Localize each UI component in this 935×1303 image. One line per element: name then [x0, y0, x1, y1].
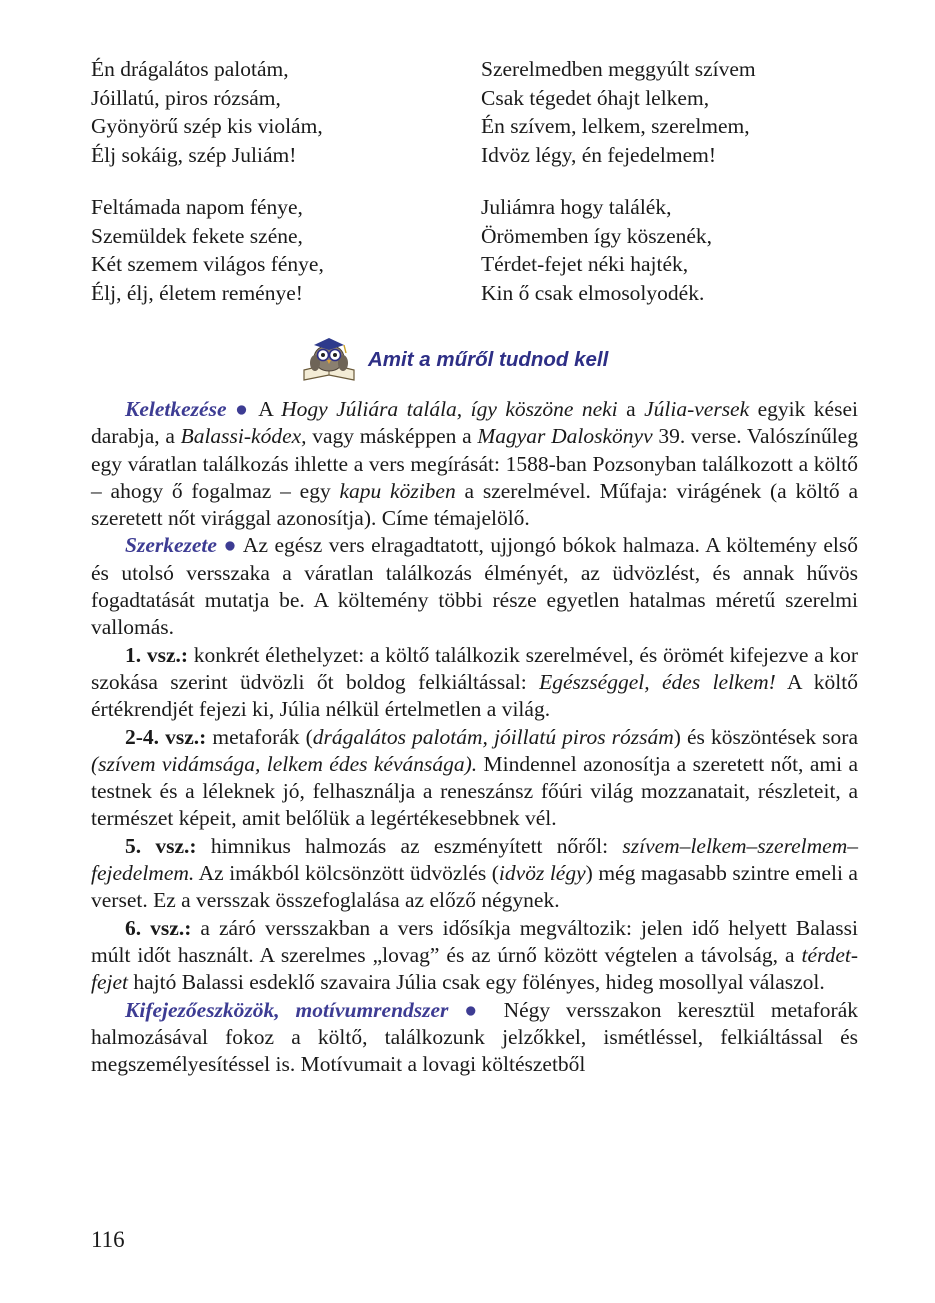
paragraph-vsz-1 [91, 642, 858, 724]
paragraph-vsz-2-4 [91, 724, 858, 833]
paragraph-label: Kifejezőeszközök, motívumrendszer [125, 997, 449, 1022]
italic-run: Magyar Daloskönyv [477, 424, 653, 449]
text-run: a záró versszakban a vers idősíkja megváltozik: jelen idő helyett Balassi múlt időt használt. A szerelmes „lovag” és az úrnő között végtelen a távolság, a [91, 915, 858, 967]
text-run: vagy másképpen a [306, 424, 478, 449]
paragraph-label: 2-4. vsz.: [125, 724, 207, 749]
bullet-icon: ● [226, 397, 252, 421]
paragraph-label: 5. vsz.: [125, 833, 197, 858]
poem-stanza-3 [481, 55, 756, 170]
text-run: A költő értékrendjét fejezi ki, Júlia nélkül értelmetlen a világ. [91, 669, 858, 722]
italic-run: térdet-fejet [91, 942, 858, 995]
section-title: Amit a műről tudnod kell [368, 348, 609, 371]
poem-line: Térdet-fejet néki hajték, [481, 252, 689, 277]
poem-line: Élj, élj, életem reménye! [91, 281, 303, 306]
paragraph-keletkezese [91, 396, 858, 532]
poem-stanza-4 [481, 193, 712, 308]
poem-line: Én szívem, lelkem, szerelmem, [481, 114, 750, 139]
text-run: metaforák ( [206, 724, 313, 749]
text-run: Négy versszakon keresztül metaforák halmozásával fokoz a költő, találkozunk jelzőkkel, ismétléssel, felkiáltással és megszemélyesítéssel is. Motívumait a lovagi költészetből [91, 997, 858, 1077]
poem-line: Élj sokáig, szép Juliám! [91, 143, 297, 168]
paragraph-label: 6. vsz.: [125, 915, 192, 940]
italic-run: Balassi-kódex, [180, 424, 307, 449]
paragraph-szerkezete [91, 532, 858, 641]
italic-run: kapu köziben [339, 478, 456, 503]
poem-line: Szerelmedben meggyúlt szívem [481, 57, 756, 81]
text-run: Az egész vers elragadtatott, ujjongó bókok halmaza. A költemény első és utolsó versszaka a váratlan találkozás élményét, az üdvözlést, és annak hűvös fogadtatását mutatja be. A költemény többi része egyetlen hatalmas méretű szerelmi vallomás. [91, 533, 858, 640]
text-run: 39. verse. Valószínűleg egy váratlan találkozás ihlette a vers megírását: 1588-ban Pozsonyban találkozott a költő – ahogy ő fogalmaz – egy [91, 424, 858, 503]
poem-line: Én drágalátos palotám, [91, 57, 289, 81]
italic-run: Hogy Júliára talála, így köszöne neki [281, 397, 618, 421]
text-run: ) és köszöntések sora [673, 724, 858, 749]
poem-line: Kin ő csak elmosolyodék. [481, 281, 705, 306]
paragraph-label: Szerkezete [125, 533, 217, 558]
italic-run: Júlia-versek [644, 397, 750, 421]
bullet-icon: ● [448, 997, 488, 1022]
italic-run: Egészséggel, édes lelkem! [539, 669, 776, 694]
body-text [91, 396, 858, 1078]
poem-stanza-1 [91, 55, 323, 170]
poem-line: Juliámra hogy találék, [481, 195, 672, 219]
paragraph-label: Keletkezése [125, 397, 227, 421]
poem-line: Csak tégedet óhajt lelkem, [481, 85, 710, 110]
text-run: a [617, 397, 645, 421]
poem-line: Szemüldek fekete széne, [91, 223, 303, 248]
page-number: 116 [91, 1227, 125, 1252]
text-run: konkrét élethelyzet: a költő találkozik szerelmével, és örömét kifejezve a kor szokása szerint üdvözli őt boldog felkiáltással: [91, 642, 859, 694]
italic-run: szívem–lelkem–szerelmem–fejedelmem. [91, 833, 859, 886]
text-run: Mindennel azonosítja a szeretett nőt, ami a testnek és a léleknek jó, felhasználja a reneszánsz főúri világ mozzanatait, részleteit, a természet képeit, amit belőlük a legértékesebbnek vél. [91, 751, 858, 831]
text-run: A [251, 397, 282, 421]
text-run: a szerelmével. Műfaja: virágének (a költő a szeretett nőt virággal azonosítja). Címe témajelölő. [91, 478, 859, 531]
bullet-icon: ● [216, 533, 238, 558]
paragraph-kifejezoeszkozok [91, 997, 858, 1079]
poem-line: Örömemben így köszenék, [481, 223, 713, 248]
paragraph-vsz-6 [91, 915, 858, 997]
text-run: egyik kései darabja, a [91, 397, 858, 449]
text-run: ) még magasabb szintre emeli a verset. Ez a versszak összefoglalása az előző négynek. [91, 861, 858, 913]
italic-run: idvöz légy [498, 861, 586, 886]
section-heading [300, 334, 720, 384]
poem-line: Gyönyörű szép kis violám, [91, 114, 323, 139]
reading-owl-icon [300, 334, 358, 384]
italic-run: drágalátos palotám, jóillatú piros rózsám [312, 724, 674, 749]
poem-line: Jóillatú, piros rózsám, [91, 85, 281, 110]
poem-stanza-2 [91, 193, 324, 308]
poem-line: Idvöz légy, én fejedelmem! [481, 143, 716, 168]
paragraph-label: 1. vsz.: [125, 642, 189, 667]
poem-line: Feltámada napom fénye, [91, 195, 303, 219]
text-run: hajtó Balassi esdeklő szavaira Júlia csak egy fölényes, hideg mosollyal válaszol. [128, 970, 825, 995]
text-run: Az imákból kölcsönzött üdvözlés ( [194, 861, 499, 886]
italic-run: (szívem vidámsága, lelkem édes kévánsága). [91, 751, 478, 776]
poem-line: Két szemem világos fénye, [91, 252, 324, 277]
text-run: himnikus halmozás az eszményített nőről: [196, 833, 623, 858]
paragraph-vsz-5 [91, 833, 858, 915]
